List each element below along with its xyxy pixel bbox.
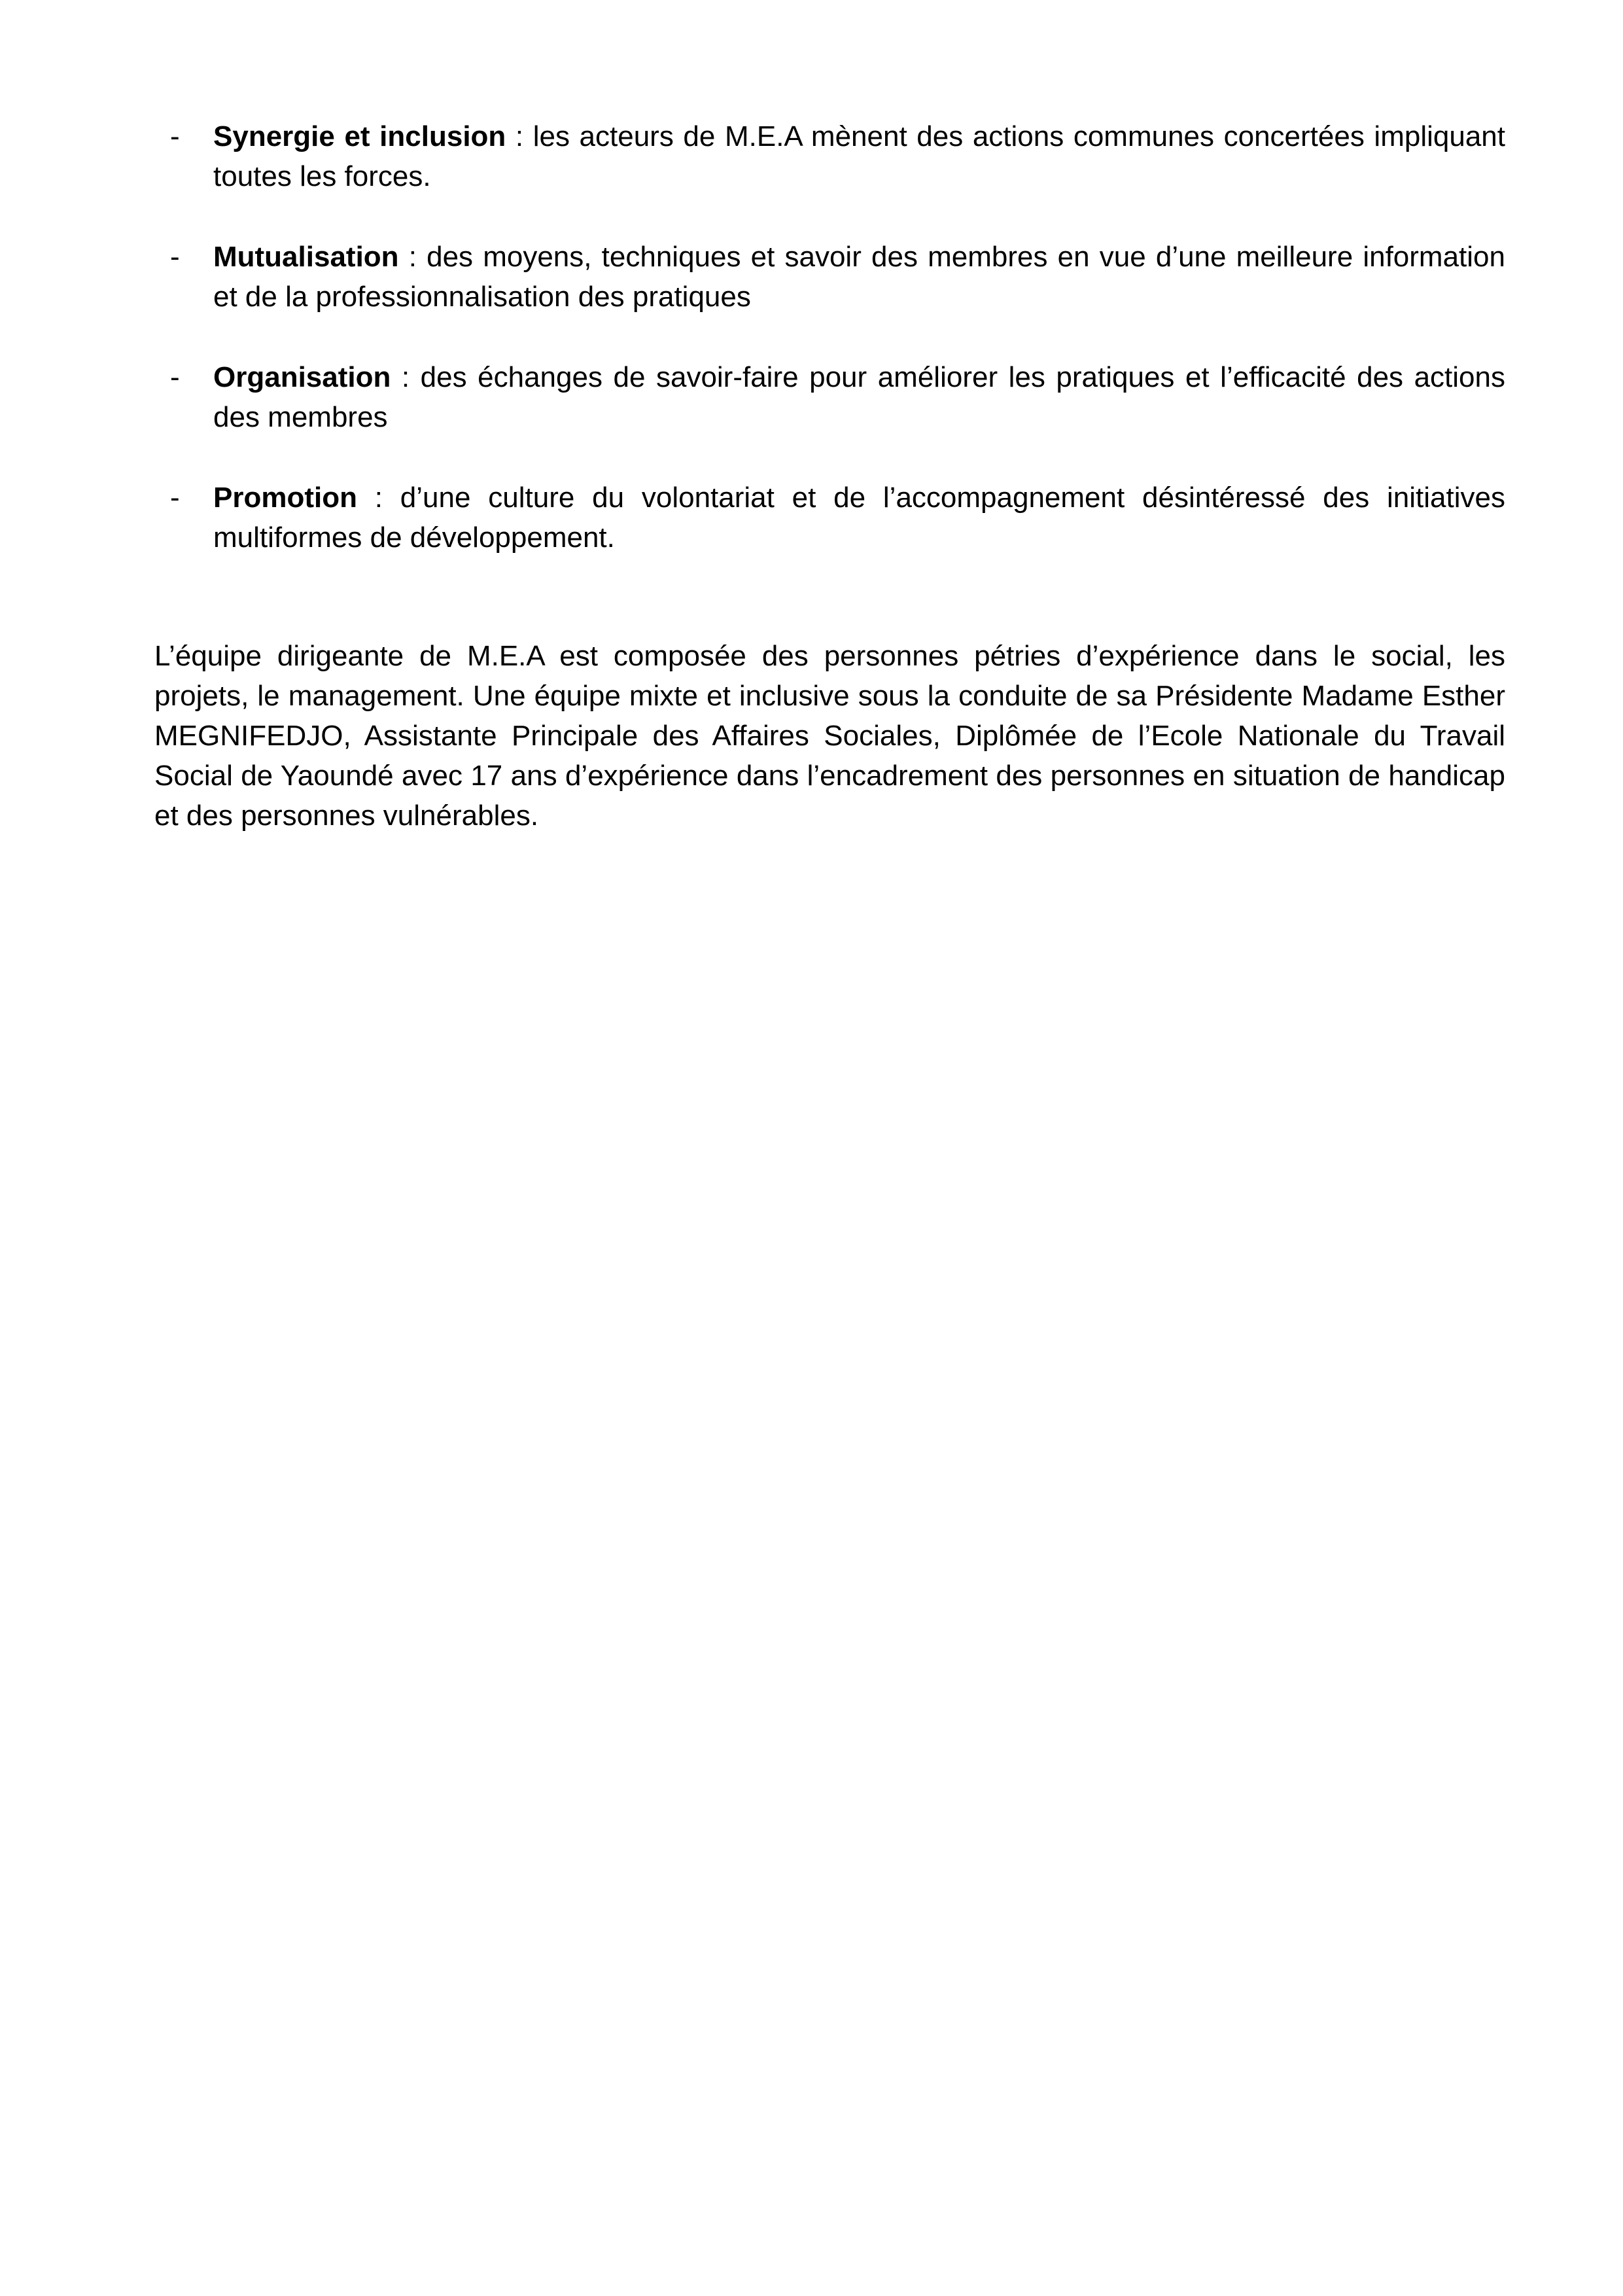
bullet-item-organisation — [154, 357, 1505, 437]
bullet-text: : des moyens, techniques et savoir des membres en vue d’une meilleure information et de la professionnalisation des pratiques — [213, 241, 1505, 313]
bullet-list — [154, 116, 1505, 557]
team-paragraph: L’équipe dirigeante de M.E.A est composée des personnes pétries d’expérience dans le social, les projets, le management. Une équipe mixte et inclusive sous la conduite de sa Présidente Madame Esther MEGNIFEDJO, Assistante Principale des Affaires Sociales, Diplômée de l’Ecole Nationale du Travail Social de Yaoundé avec 17 ans d’expérience dans l’encadrement des personnes en situation de handicap et des personnes vulnérables. — [154, 640, 1505, 832]
bullet-item-synergie — [154, 116, 1505, 196]
page-content — [154, 116, 1505, 836]
bullet-term: Organisation — [213, 361, 391, 393]
bullet-term: Mutualisation — [213, 241, 399, 273]
bullet-text: : d’une culture du volontariat et de l’accompagnement désintéressé des initiatives multiformes de développement. — [213, 482, 1505, 554]
bullet-dash: - — [170, 120, 180, 152]
bullet-text: : des échanges de savoir-faire pour améliorer les pratiques et l’efficacité des actions des membres — [213, 361, 1505, 433]
bullet-term: Synergie et inclusion — [213, 120, 506, 152]
bullet-dash: - — [170, 241, 180, 273]
bullet-dash: - — [170, 482, 180, 514]
bullet-item-promotion — [154, 478, 1505, 557]
bullet-term: Promotion — [213, 482, 357, 514]
bullet-dash: - — [170, 361, 180, 393]
bullet-text: : les acteurs de M.E.A mènent des actions communes concertées impliquant toutes les forces. — [213, 120, 1505, 192]
bullet-item-mutualisation — [154, 237, 1505, 317]
